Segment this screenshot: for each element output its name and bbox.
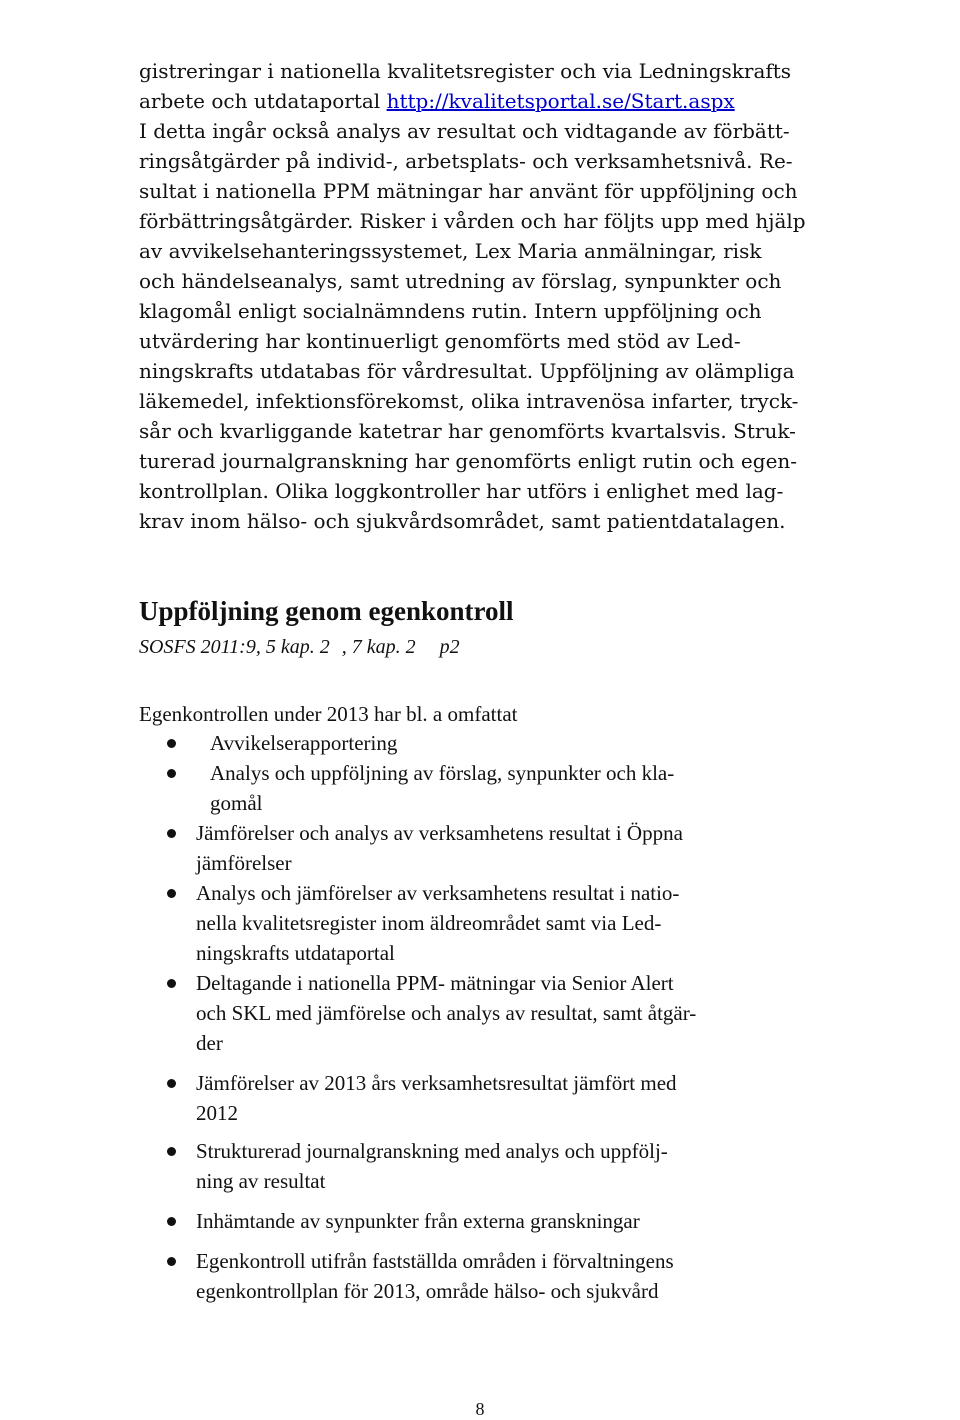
- list-item-text: [196, 1206, 640, 1236]
- body-line: krav inom hälso- och sjukvårdsområdet, samt patientdatalagen.: [139, 509, 786, 533]
- body-line: kontrollplan. Olika loggkontroller har utförs i enlighet med lag-: [139, 479, 784, 503]
- body-line: gistreringar i nationella kvalitetsregister och via Ledningskrafts: [139, 59, 792, 83]
- list-item-text: [196, 878, 679, 968]
- list-item-line: egenkontrollplan för 2013, område hälso- och sjukvård: [196, 1279, 659, 1303]
- list-item-text: [196, 1246, 674, 1306]
- list-item-line: Strukturerad journalgranskning med analys och uppfölj-: [196, 1139, 668, 1163]
- body-line: sår och kvarliggande katetrar har genomförts kvartalsvis. Struk-: [139, 419, 796, 443]
- bullet-icon: [167, 739, 176, 748]
- list-item-line: der: [196, 1031, 223, 1055]
- list-item-line: nella kvalitetsregister inom äldreområdet samt via Led-: [196, 911, 662, 935]
- list-item-line: Inhämtande av synpunkter från externa granskningar: [196, 1209, 640, 1233]
- reference-part: p2: [439, 636, 460, 658]
- list-item-line: Analys och uppföljning av förslag, synpunkter och kla-: [210, 761, 675, 785]
- list-item-line: Egenkontroll utifrån fastställda områden i förvaltningens: [196, 1249, 674, 1273]
- list-item-line: Analys och jämförelser av verksamhetens resultat i natio-: [196, 881, 680, 905]
- list-item-line: Jämförelser och analys av verksamhetens resultat i Öppna: [196, 821, 683, 845]
- body-line: läkemedel, infektionsförekomst, olika intravenösa infarter, tryck-: [139, 389, 799, 413]
- list-item-line: gomål: [210, 791, 263, 815]
- body-paragraph: [139, 56, 829, 536]
- bullet-icon: [167, 1217, 176, 1226]
- section-intro: Egenkontrollen under 2013 har bl. a omfattat: [139, 702, 518, 726]
- bullet-icon: [167, 1257, 176, 1266]
- list-item-text: [196, 1136, 668, 1196]
- list-item-line: Jämförelser av 2013 års verksamhetsresultat jämfört med: [196, 1071, 677, 1095]
- body-line: turerad journalgranskning har genomförts enligt rutin och egen-: [139, 449, 798, 473]
- list-item-line: Avvikelserapportering: [210, 731, 398, 755]
- body-line: ningskrafts utdatabas för vårdresultat. Uppföljning av olämpliga: [139, 359, 795, 383]
- body-line: och händelseanalys, samt utredning av förslag, synpunkter och: [139, 269, 782, 293]
- list-item-line: 2012: [196, 1101, 238, 1125]
- bullet-icon: [167, 1079, 176, 1088]
- kvalitetsportal-link[interactable]: http://kvalitetsportal.se/Start.aspx: [386, 89, 735, 113]
- body-line: förbättringsåtgärder. Risker i vården och har följts upp med hjälp: [139, 209, 806, 233]
- page-number: 8: [475, 1399, 485, 1419]
- body-line-with-link: [139, 86, 829, 116]
- body-line: arbete och utdataportal: [139, 89, 387, 113]
- list-item-text: [210, 758, 674, 818]
- body-text-block: [139, 56, 829, 536]
- list-item-text: [210, 728, 397, 758]
- body-line: I detta ingår också analys av resultat och vidtagande av förbätt-: [139, 119, 790, 143]
- bullet-icon: [167, 829, 176, 838]
- sosfs-reference: [139, 634, 460, 660]
- body-line: sultat i nationella PPM mätningar har använt för uppföljning och: [139, 179, 798, 203]
- bullet-icon: [167, 1147, 176, 1156]
- bullet-icon: [167, 889, 176, 898]
- body-line: ringsåtgärder på individ-, arbetsplats- och verksamhetsnivå. Re-: [139, 149, 793, 173]
- bullet-icon: [167, 979, 176, 988]
- reference-part: , 7 kap. 2: [341, 636, 416, 658]
- section-heading: Uppföljning genom egenkontroll: [139, 596, 514, 626]
- list-item-line: ningskrafts utdataportal: [196, 941, 395, 965]
- list-item-text: [196, 818, 683, 878]
- list-item-line: jämförelser: [196, 851, 292, 875]
- list-item-line: och SKL med jämförelse och analys av resultat, samt åtgär-: [196, 1001, 697, 1025]
- body-line: klagomål enligt socialnämndens rutin. Intern uppföljning och: [139, 299, 762, 323]
- reference-part: SOSFS 2011:9, 5 kap. 2: [139, 636, 330, 658]
- list-item-text: [196, 968, 696, 1058]
- body-line: av avvikelsehanteringssystemet, Lex Maria anmälningar, risk: [139, 239, 762, 263]
- list-item-line: Deltagande i nationella PPM- mätningar via Senior Alert: [196, 971, 674, 995]
- list-item-line: ning av resultat: [196, 1169, 326, 1193]
- bullet-icon: [167, 769, 176, 778]
- body-line: utvärdering har kontinuerligt genomförts med stöd av Led-: [139, 329, 741, 353]
- list-item-text: [196, 1068, 677, 1128]
